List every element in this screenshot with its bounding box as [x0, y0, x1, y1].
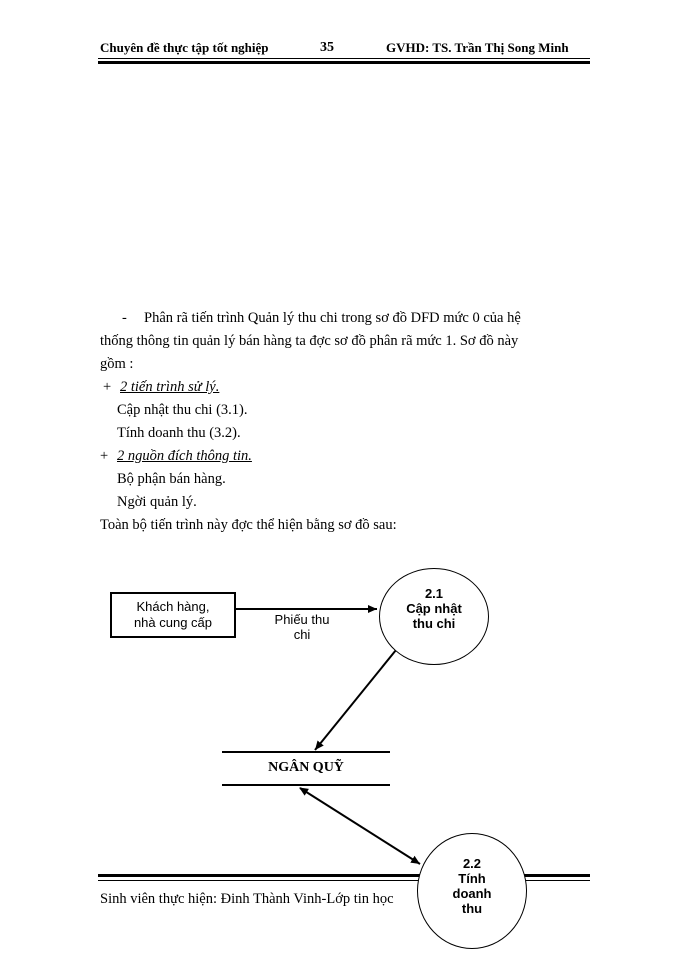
process-2-2: [417, 833, 527, 949]
flow-process1-to-store: [315, 650, 396, 750]
intro-line-1: Phân rã tiến trình Quản lý thu chi trong sơ đồ DFD mức 0 của hệ: [144, 310, 521, 326]
external-entity-box: [110, 592, 236, 638]
flow-label-line-2: chi: [293, 627, 311, 642]
process-2-name-line-3: thu: [461, 901, 483, 916]
process-1-name-line-2: thu chi: [412, 616, 456, 631]
header-title: Chuyên đề thực tập tốt nghiệp: [100, 40, 269, 55]
process-1-name-line-1: Cập nhật: [406, 601, 462, 616]
source-item-2: Ngời quản lý.: [117, 494, 197, 510]
process-1-number: 2.1: [424, 586, 444, 601]
process-2-name-line-2: doanh: [452, 886, 492, 901]
header-supervisor: GVHD: TS. Trần Thị Song Minh: [386, 40, 569, 55]
flow-label-line-1: Phiếu thu: [274, 612, 330, 627]
processes-heading: 2 tiến trình sử lý.: [120, 379, 220, 395]
data-store-label: NGÂN QUỸ: [268, 760, 344, 775]
intro-line-3: gồm :: [100, 356, 134, 372]
process-item-1: Cập nhật thu chi (3.1).: [117, 402, 248, 418]
external-entity-line-1: Khách hàng,: [136, 599, 210, 614]
sources-heading: 2 nguồn đích thông tin.: [117, 448, 252, 464]
bullet-dash: -: [122, 310, 127, 326]
process-2-1: [379, 568, 489, 665]
external-entity-line-2: nhà cung cấp: [133, 615, 213, 630]
flow-label: [262, 612, 342, 642]
flow-store-process2: [300, 788, 420, 864]
plus-marker-2: +: [100, 448, 109, 464]
intro-line-2: thống thông tin quản lý bán hàng ta đợc sơ đồ phân rã mức 1. Sơ đồ này: [100, 333, 519, 349]
process-2-name-line-1: Tính: [458, 871, 486, 886]
plus-marker-1: +: [103, 379, 112, 395]
page-number: 35: [320, 40, 334, 55]
process-2-number: 2.2: [462, 856, 482, 871]
conclusion-line: Toàn bộ tiến trình này đợc thể hiện bằng sơ đồ sau:: [100, 517, 397, 533]
source-item-1: Bộ phận bán hàng.: [117, 471, 226, 487]
process-item-2: Tính doanh thu (3.2).: [117, 425, 241, 441]
footer-text: Sinh viên thực hiện: Đinh Thành Vinh-Lớp tin học: [100, 891, 394, 907]
